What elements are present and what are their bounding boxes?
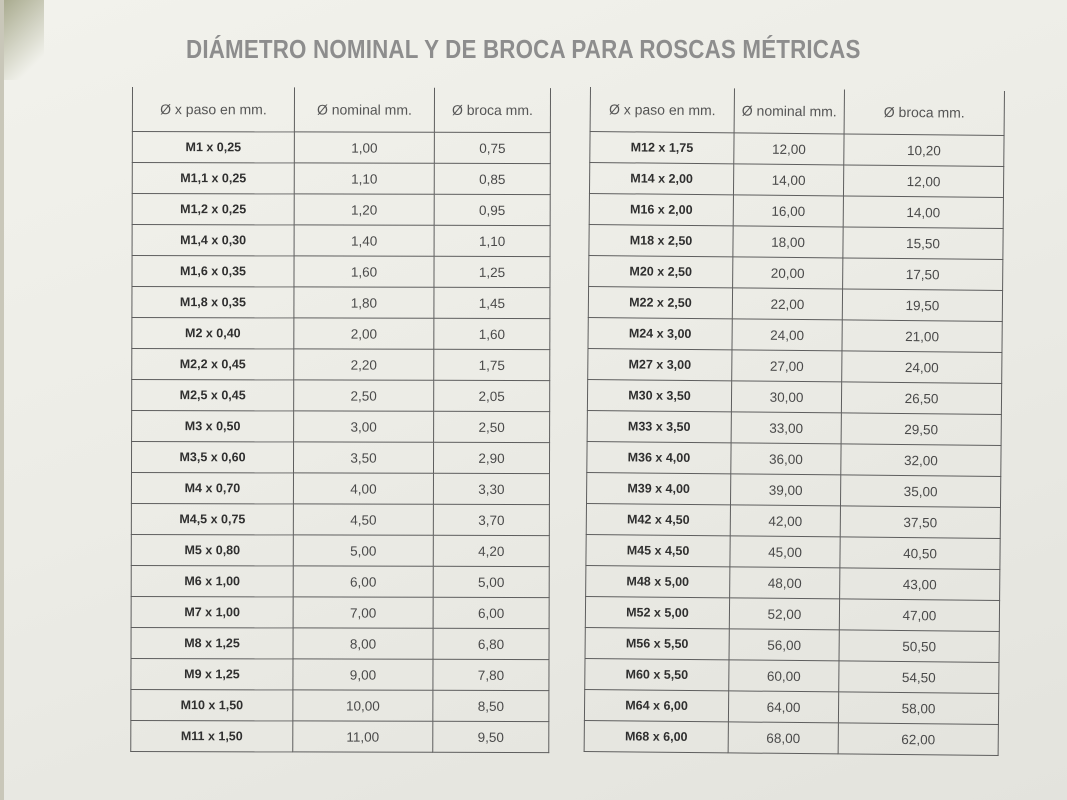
nominal-cell: 18,00 bbox=[733, 226, 843, 258]
drill-cell: 1,25 bbox=[434, 256, 550, 287]
thread-cell: M9 x 1,25 bbox=[131, 658, 293, 689]
nominal-cell: 3,00 bbox=[294, 411, 434, 442]
table-row bbox=[585, 596, 999, 631]
thread-cell: M6 x 1,00 bbox=[131, 565, 293, 596]
drill-cell: 0,95 bbox=[434, 194, 550, 225]
drill-cell: 3,30 bbox=[433, 473, 549, 504]
table-row bbox=[132, 163, 550, 195]
thread-cell: M1 x 0,25 bbox=[132, 132, 294, 163]
drill-cell: 10,20 bbox=[844, 134, 1004, 167]
drill-cell: 8,50 bbox=[433, 690, 549, 721]
nominal-cell: 12,00 bbox=[734, 133, 844, 165]
thread-table-left bbox=[130, 87, 551, 753]
drill-cell: 32,00 bbox=[841, 444, 1001, 477]
nominal-cell: 3,50 bbox=[293, 442, 433, 473]
drill-cell: 21,00 bbox=[842, 320, 1002, 353]
thread-cell: M1,1 x 0,25 bbox=[132, 163, 294, 194]
table-row bbox=[584, 720, 998, 755]
table-row bbox=[132, 318, 550, 350]
nominal-cell: 5,00 bbox=[293, 535, 433, 566]
nominal-cell: 10,00 bbox=[293, 690, 433, 721]
thread-cell: M39 x 4,00 bbox=[587, 472, 731, 504]
drill-cell: 17,50 bbox=[843, 258, 1003, 291]
drill-cell: 15,50 bbox=[843, 227, 1003, 260]
nominal-cell: 14,00 bbox=[733, 164, 843, 196]
nominal-cell: 60,00 bbox=[729, 660, 839, 692]
thread-cell: M52 x 5,00 bbox=[585, 596, 729, 628]
nominal-cell: 64,00 bbox=[728, 691, 838, 723]
table-row bbox=[132, 132, 550, 164]
table-row bbox=[589, 255, 1003, 290]
nominal-cell: 45,00 bbox=[730, 536, 840, 568]
corner-shadow bbox=[4, 0, 44, 80]
table-row bbox=[588, 348, 1002, 383]
thread-cell: M24 x 3,00 bbox=[588, 317, 732, 349]
drill-cell: 0,85 bbox=[434, 163, 550, 194]
table-row bbox=[587, 441, 1001, 476]
thread-cell: M20 x 2,50 bbox=[589, 255, 733, 287]
header-nominal-diameter: Ø nominal mm. bbox=[294, 87, 434, 132]
drill-cell: 9,50 bbox=[433, 721, 549, 752]
thread-cell: M45 x 4,50 bbox=[586, 534, 730, 566]
nominal-cell: 22,00 bbox=[732, 288, 842, 320]
nominal-cell: 20,00 bbox=[733, 257, 843, 289]
thread-table-right bbox=[584, 87, 1005, 756]
nominal-cell: 56,00 bbox=[729, 629, 839, 661]
thread-cell: M36 x 4,00 bbox=[587, 441, 731, 473]
table-row bbox=[584, 689, 998, 724]
thread-cell: M27 x 3,00 bbox=[588, 348, 732, 380]
table-row bbox=[131, 720, 549, 752]
thread-cell: M68 x 6,00 bbox=[584, 720, 728, 752]
table-header-row bbox=[132, 87, 550, 133]
thread-cell: M30 x 3,50 bbox=[587, 379, 731, 411]
table-row bbox=[131, 473, 549, 505]
drill-cell: 37,50 bbox=[840, 506, 1000, 539]
table-row bbox=[586, 565, 1000, 600]
nominal-cell: 2,20 bbox=[294, 349, 434, 380]
thread-cell: M33 x 3,50 bbox=[587, 410, 731, 442]
header-nominal-diameter: Ø nominal mm. bbox=[734, 88, 844, 134]
thread-cell: M42 x 4,50 bbox=[586, 503, 730, 535]
thread-cell: M16 x 2,00 bbox=[589, 193, 733, 225]
thread-cell: M8 x 1,25 bbox=[131, 627, 293, 658]
nominal-cell: 1,80 bbox=[294, 287, 434, 318]
table-row bbox=[132, 349, 550, 381]
drill-cell: 14,00 bbox=[843, 196, 1003, 229]
drill-cell: 58,00 bbox=[838, 692, 998, 725]
table-row bbox=[587, 379, 1001, 414]
thread-cell: M1,4 x 0,30 bbox=[132, 225, 294, 256]
drill-cell: 35,00 bbox=[840, 475, 1000, 508]
nominal-cell: 39,00 bbox=[730, 474, 840, 506]
drill-cell: 2,05 bbox=[434, 380, 550, 411]
table-row bbox=[131, 596, 549, 628]
nominal-cell: 1,20 bbox=[294, 194, 434, 225]
drill-cell: 1,60 bbox=[434, 318, 550, 349]
table-row bbox=[131, 442, 549, 474]
drill-cell: 19,50 bbox=[842, 289, 1002, 322]
nominal-cell: 52,00 bbox=[729, 598, 839, 630]
table-row bbox=[132, 411, 550, 443]
nominal-cell: 1,40 bbox=[294, 225, 434, 256]
thread-cell: M2,2 x 0,45 bbox=[132, 349, 294, 380]
table-row bbox=[589, 163, 1003, 198]
thread-cell: M14 x 2,00 bbox=[589, 163, 733, 195]
nominal-cell: 68,00 bbox=[728, 722, 838, 754]
nominal-cell: 1,60 bbox=[294, 256, 434, 287]
nominal-cell: 1,00 bbox=[294, 132, 434, 163]
table-row bbox=[132, 194, 550, 226]
thread-cell: M3,5 x 0,60 bbox=[131, 442, 293, 473]
drill-cell: 3,70 bbox=[433, 504, 549, 535]
table-row bbox=[586, 503, 1000, 538]
thread-cell: M7 x 1,00 bbox=[131, 596, 293, 627]
thread-cell: M1,2 x 0,25 bbox=[132, 194, 294, 225]
header-thread-pitch: Ø x paso en mm. bbox=[132, 87, 294, 132]
drill-cell: 12,00 bbox=[843, 165, 1003, 198]
table-row bbox=[131, 689, 549, 721]
thread-cell: M5 x 0,80 bbox=[131, 534, 293, 565]
drill-cell: 1,10 bbox=[434, 225, 550, 256]
table-row bbox=[132, 287, 550, 319]
thread-cell: M18 x 2,50 bbox=[589, 224, 733, 256]
drill-cell: 29,50 bbox=[841, 413, 1001, 446]
nominal-cell: 33,00 bbox=[731, 412, 841, 444]
thread-cell: M3 x 0,50 bbox=[132, 411, 294, 442]
nominal-cell: 11,00 bbox=[293, 721, 433, 752]
nominal-cell: 2,50 bbox=[294, 380, 434, 411]
drill-cell: 0,75 bbox=[434, 132, 550, 163]
table-row bbox=[588, 317, 1002, 352]
table-row bbox=[132, 225, 550, 257]
header-drill-diameter: Ø broca mm. bbox=[434, 88, 550, 133]
nominal-cell: 9,00 bbox=[293, 659, 433, 690]
nominal-cell: 2,00 bbox=[294, 318, 434, 349]
table-row bbox=[131, 627, 549, 659]
nominal-cell: 4,00 bbox=[293, 473, 433, 504]
drill-cell: 24,00 bbox=[842, 351, 1002, 384]
drill-cell: 6,00 bbox=[433, 597, 549, 628]
thread-cell: M22 x 2,50 bbox=[588, 286, 732, 318]
thread-cell: M4,5 x 0,75 bbox=[131, 503, 293, 534]
thread-cell: M60 x 5,50 bbox=[585, 658, 729, 690]
nominal-cell: 42,00 bbox=[730, 505, 840, 537]
drill-cell: 7,80 bbox=[433, 659, 549, 690]
drill-cell: 47,00 bbox=[839, 599, 999, 632]
table-row bbox=[131, 565, 549, 597]
table-row bbox=[589, 224, 1003, 259]
paper-sheet bbox=[4, 0, 1067, 800]
drill-cell: 5,00 bbox=[433, 566, 549, 597]
table-row bbox=[131, 534, 549, 566]
drill-cell: 43,00 bbox=[840, 568, 1000, 601]
header-thread-pitch: Ø x paso en mm. bbox=[590, 87, 734, 133]
thread-cell: M2 x 0,40 bbox=[132, 318, 294, 349]
thread-cell: M64 x 6,00 bbox=[584, 689, 728, 721]
table-header-row bbox=[590, 87, 1004, 135]
nominal-cell: 8,00 bbox=[293, 628, 433, 659]
drill-cell: 1,45 bbox=[434, 287, 550, 318]
table-row bbox=[585, 627, 999, 662]
nominal-cell: 36,00 bbox=[731, 443, 841, 475]
nominal-cell: 6,00 bbox=[293, 566, 433, 597]
thread-cell: M1,8 x 0,35 bbox=[132, 287, 294, 318]
nominal-cell: 48,00 bbox=[730, 567, 840, 599]
table-row bbox=[131, 503, 549, 535]
thread-cell: M4 x 0,70 bbox=[131, 473, 293, 504]
nominal-cell: 7,00 bbox=[293, 597, 433, 628]
table-row bbox=[586, 534, 1000, 569]
drill-cell: 4,20 bbox=[433, 535, 549, 566]
thread-cell: M48 x 5,00 bbox=[586, 565, 730, 597]
drill-cell: 6,80 bbox=[433, 628, 549, 659]
thread-cell: M1,6 x 0,35 bbox=[132, 256, 294, 287]
drill-cell: 2,90 bbox=[433, 442, 549, 473]
table-row bbox=[587, 410, 1001, 445]
drill-cell: 50,50 bbox=[839, 630, 999, 663]
table-body-left bbox=[131, 132, 551, 753]
nominal-cell: 24,00 bbox=[732, 319, 842, 351]
table-row bbox=[131, 658, 549, 690]
thread-cell: M12 x 1,75 bbox=[590, 132, 734, 164]
table-row bbox=[585, 658, 999, 693]
drill-cell: 54,50 bbox=[839, 661, 999, 694]
table-row bbox=[132, 380, 550, 412]
table-row bbox=[587, 472, 1001, 507]
table-body-right bbox=[584, 132, 1004, 756]
drill-cell: 1,75 bbox=[434, 349, 550, 380]
drill-cell: 26,50 bbox=[841, 382, 1001, 415]
table-row bbox=[588, 286, 1002, 321]
header-drill-diameter: Ø broca mm. bbox=[844, 89, 1004, 135]
nominal-cell: 30,00 bbox=[731, 381, 841, 413]
drill-cell: 40,50 bbox=[840, 537, 1000, 570]
drill-cell: 62,00 bbox=[838, 723, 998, 756]
nominal-cell: 16,00 bbox=[733, 195, 843, 227]
nominal-cell: 27,00 bbox=[732, 350, 842, 382]
nominal-cell: 1,10 bbox=[294, 163, 434, 194]
thread-cell: M2,5 x 0,45 bbox=[132, 380, 294, 411]
drill-cell: 2,50 bbox=[434, 411, 550, 442]
table-row bbox=[590, 132, 1004, 167]
thread-cell: M11 x 1,50 bbox=[131, 720, 293, 751]
thread-cell: M56 x 5,50 bbox=[585, 627, 729, 659]
nominal-cell: 4,50 bbox=[293, 504, 433, 535]
page-title: DIÁMETRO NOMINAL Y DE BROCA PARA ROSCAS MÉTRICAS bbox=[186, 34, 861, 64]
thread-cell: M10 x 1,50 bbox=[131, 689, 293, 720]
table-row bbox=[589, 193, 1003, 228]
table-row bbox=[132, 256, 550, 288]
